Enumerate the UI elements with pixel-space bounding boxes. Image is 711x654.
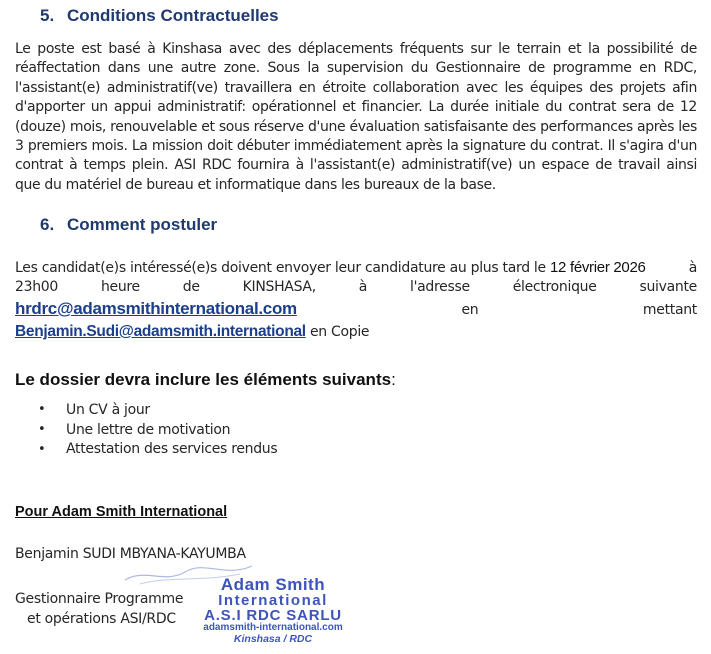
apply-word: suivante [639,279,697,295]
deadline-date: 12 février 2026 [550,259,646,276]
company-stamp [183,576,363,648]
section-5-title: Conditions Contractuelles [67,6,279,25]
email-primary-link[interactable]: hrdrc@adamsmithinternational.com [15,299,297,318]
apply-word: de [182,279,200,295]
apply-line-1-end: à [688,260,697,276]
apply-line-1 [15,259,697,279]
apply-line-3 [15,299,697,323]
signatory-name: Benjamin SUDI MBYANA-KAYUMBA [15,546,246,562]
section-5-number: 5. [40,6,55,25]
bullet-icon: • [38,422,46,438]
stamp-line-5: Kinshasa / RDC [233,633,313,645]
apply-line-3-mid: en [461,302,479,318]
signatory-role-line-1: Gestionnaire Programme [15,591,184,607]
apply-line-2 [15,279,697,299]
list-item [38,420,277,440]
section-6-title: Comment postuler [67,215,218,234]
stamp-line-2: International [218,592,328,609]
apply-word: heure [100,279,140,295]
dossier-heading [15,370,396,390]
apply-word: 23h00 [15,279,59,295]
dossier-title: Le dossier devra inclure les éléments suivants [15,370,392,389]
apply-instructions [15,259,697,341]
section-6-number: 6. [40,215,55,234]
section-6-heading [40,215,217,235]
dossier-colon: : [391,370,396,389]
apply-word: à [358,279,368,295]
apply-intro-text: Les candidat(e)s intéressé(e)s doivent envoyer leur candidature au plus tard le [15,260,546,276]
section-5-heading [40,6,279,26]
list-item-label: Un CV à jour [66,401,150,418]
cc-suffix: en Copie [305,324,370,340]
apply-word: électronique [512,279,597,295]
stamp-line-1: Adam Smith [220,575,326,594]
list-item [38,400,277,420]
apply-word: l'adresse [409,279,470,295]
apply-line-4 [15,323,697,341]
list-item-label: Attestation des services rendus [66,441,278,458]
bullet-icon: • [38,402,46,418]
requirements-list [38,400,277,459]
list-item-label: Une lettre de motivation [66,421,231,438]
signatory-role-line-2: et opérations ASI/RDC [27,611,176,627]
stamp-line-3: A.S.I RDC SARLU [204,607,342,624]
apply-line-1-text [15,259,646,276]
apply-word: KINSHASA, [242,279,316,295]
email-cc-link[interactable]: Benjamin.Sudi@adamsmith.international [15,323,306,340]
stamp-line-4: adamsmith-international.com [203,622,343,633]
list-item [38,440,277,460]
apply-line-3-end: mettant [642,302,697,318]
bullet-icon: • [38,441,46,457]
section-5-body: Le poste est basé à Kinshasa avec des déplacements fréquents sur le terrain et la possibilité de réaffectation dans une autre zone. Sous la supervision du Gestionnaire de programme en RDC, l'assistant(e) administratif(ve) travaillera en étroite collaboration avec les équipes des projets afin d'apporter un appui administratif: opérationnel et financier. La durée initiale du contrat sera de 12 (douze) mois, renouvelable et sous réserve d'une évaluation satisfaisante des performances après les 3 premiers mois. La mission doit débuter immédiatement après la signature du contrat. Il s'agira d'un contrat à temps plein. ASI RDC fournira à l'assistant(e) administratif(ve) un espace de travail ainsi que du matériel de bureau et informatique dans les bureaux de la base. [15,41,697,193]
signature-title: Pour Adam Smith International [15,504,228,520]
